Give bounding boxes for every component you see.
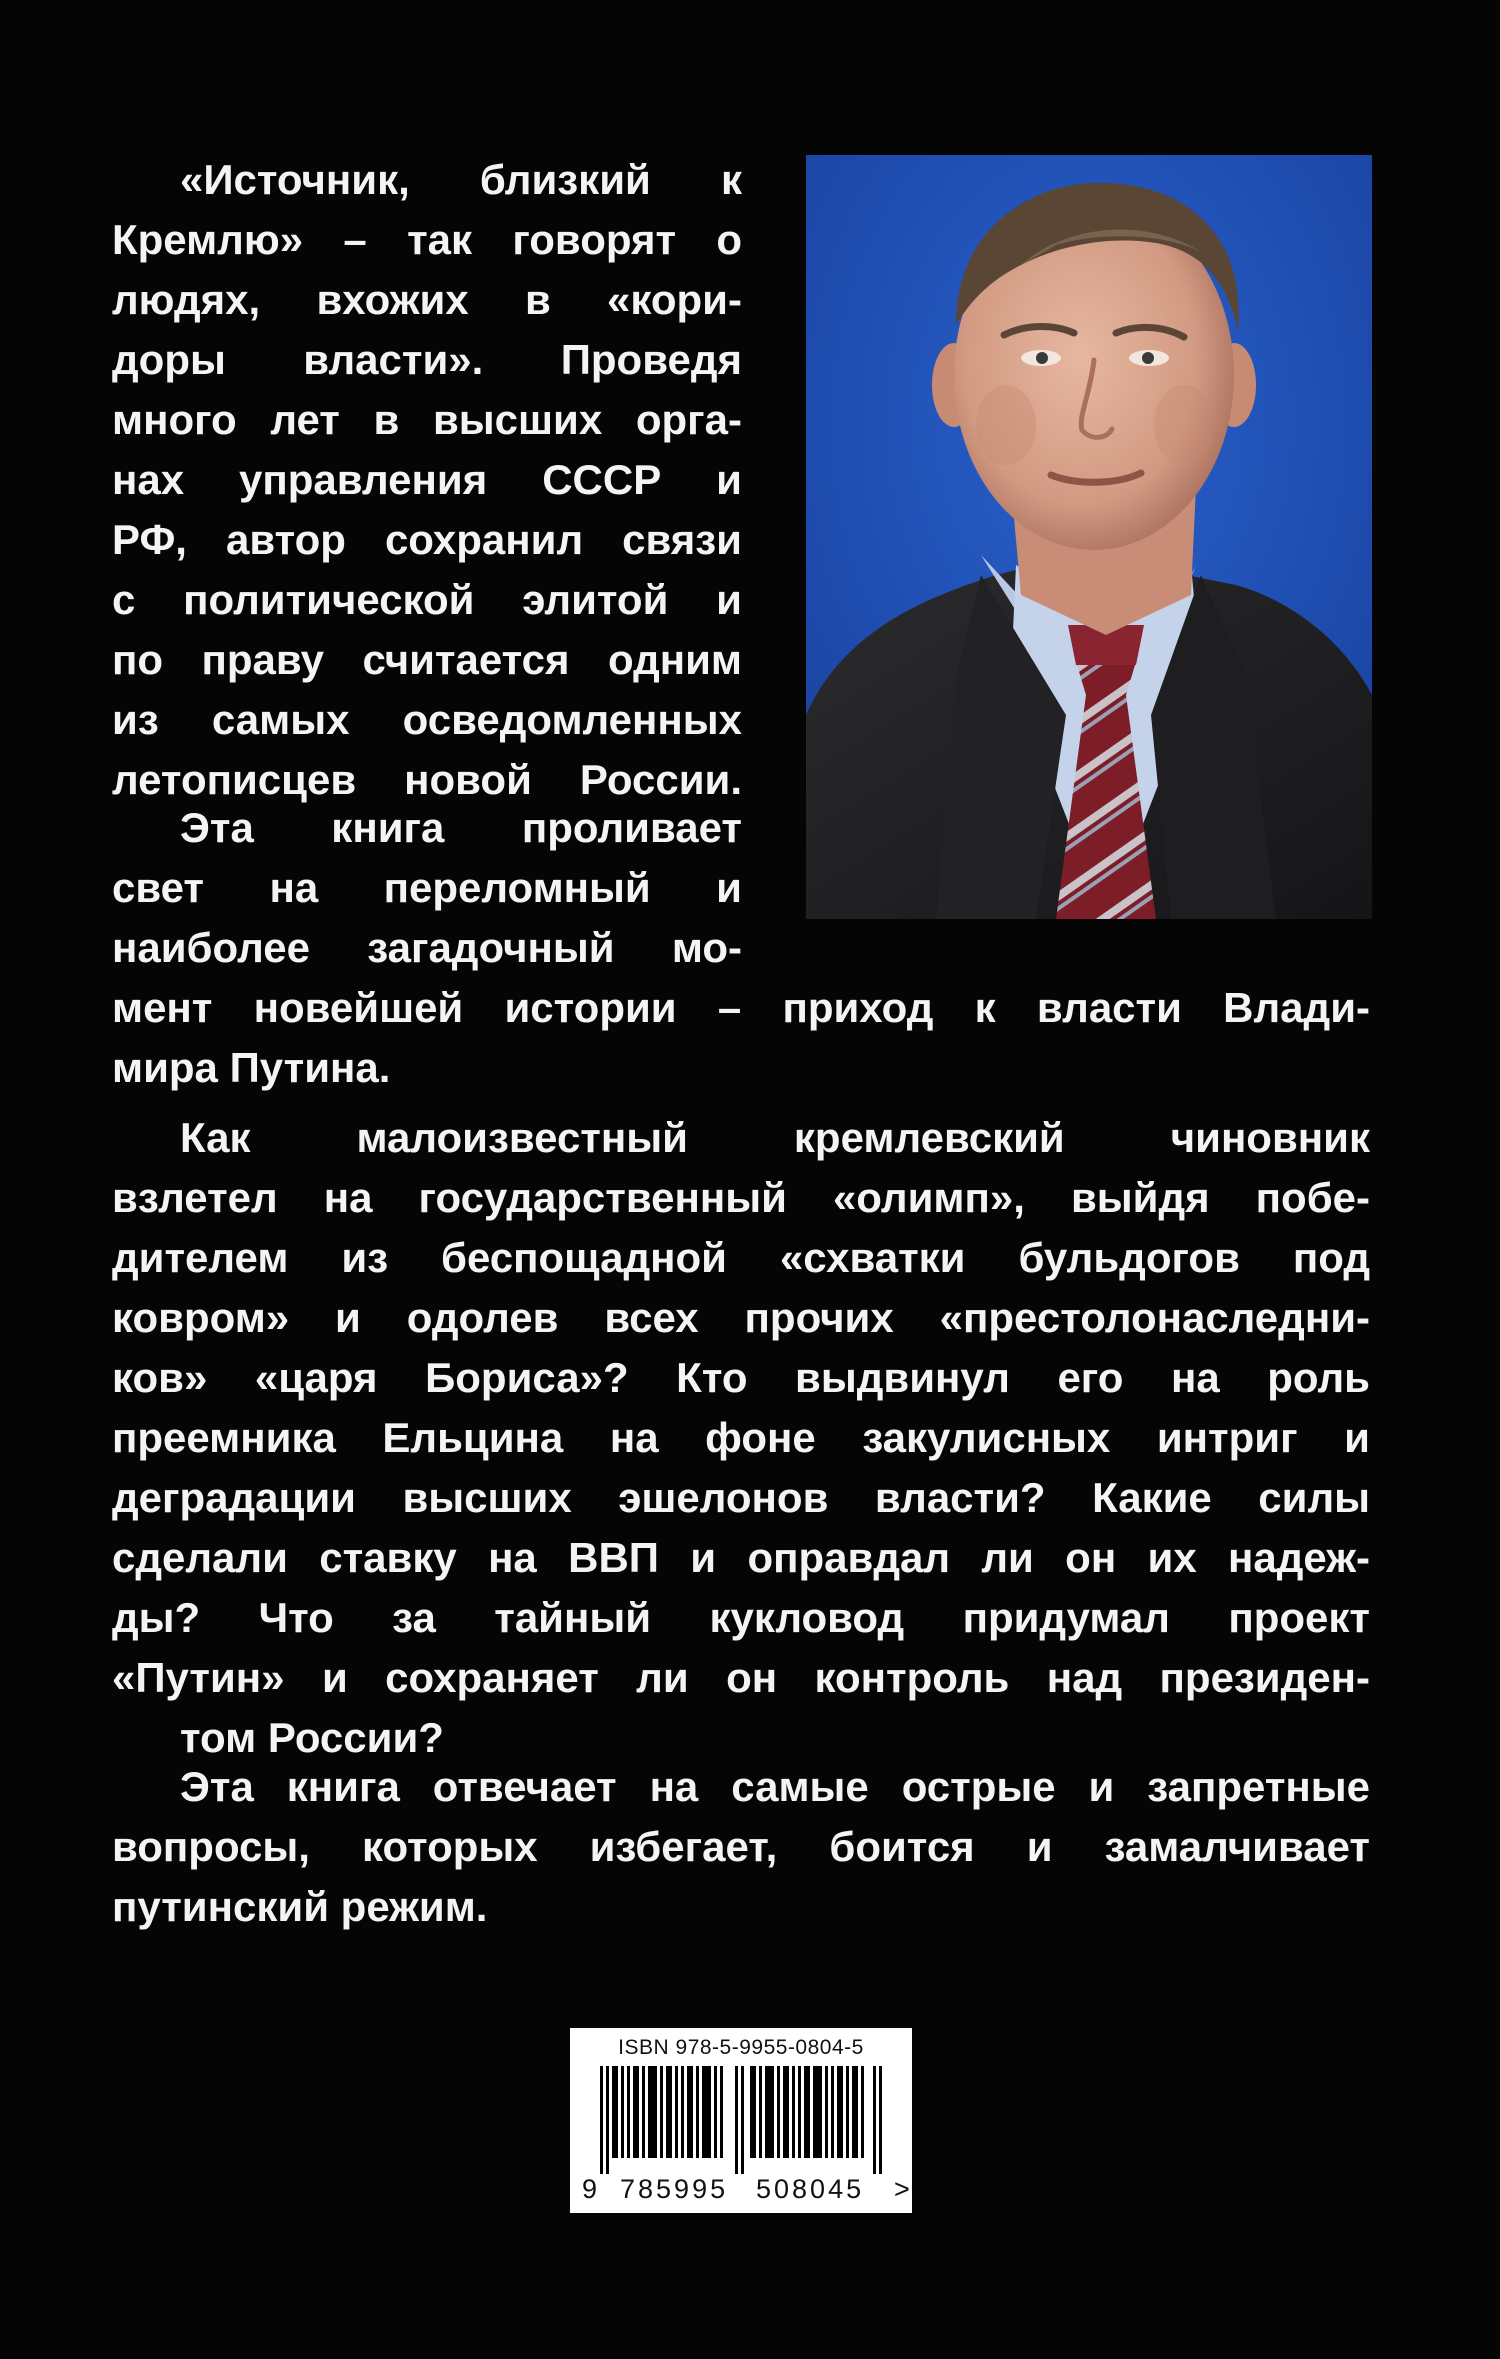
barcode-end-mark: > xyxy=(894,2174,913,2204)
author-photo xyxy=(806,155,1372,919)
blurb-line: по праву считается одним xyxy=(112,636,742,683)
blurb-line: мент новейшей истории – приход к власти Влади- xyxy=(112,984,1370,1031)
isbn-barcode xyxy=(570,2028,912,2213)
blurb-line: нах управления СССР и xyxy=(112,456,742,503)
blurb-line: из самых осведомленных xyxy=(112,696,742,743)
blurb-line: Кремлю» – так говорят о xyxy=(112,216,742,263)
blurb-line: Как малоизвестный кремлевский чиновник xyxy=(180,1114,1370,1161)
blurb-line: РФ, автор сохранил связи xyxy=(112,516,742,563)
blurb-line: доры власти». Проведя xyxy=(112,336,742,383)
blurb-line: деградации высших эшелонов власти? Какие силы xyxy=(112,1474,1370,1521)
blurb-line: ды? Что за тайный кукловод придумал проект xyxy=(112,1594,1370,1641)
blurb-line: дителем из беспощадной «схватки бульдогов под xyxy=(112,1234,1370,1281)
blurb-line: ков» «царя Бориса»? Кто выдвинул его на роль xyxy=(112,1354,1370,1401)
isbn-label: ISBN 978-5-9955-0804-5 xyxy=(618,2036,864,2059)
blurb-line: свет на переломный и xyxy=(112,864,742,911)
blurb-line: мира Путина. xyxy=(112,1044,391,1091)
blurb-line: наиболее загадочный мо- xyxy=(112,924,742,971)
blurb-line: летописцев новой России. xyxy=(112,756,742,803)
barcode-bars-icon xyxy=(582,2066,900,2174)
blurb-line: сделали ставку на ВВП и оправдал ли он их надеж- xyxy=(112,1534,1370,1581)
barcode-digits-left: 785995 xyxy=(620,2174,729,2204)
barcode-digits-right: 508045 xyxy=(756,2174,865,2204)
barcode-digit-first: 9 xyxy=(582,2174,601,2204)
blurb-paragraph-book-intro xyxy=(112,798,742,978)
blurb-paragraph-author xyxy=(112,150,742,810)
blurb-line: «Источник, близкий к xyxy=(180,156,742,203)
blurb-line: много лет в высших орга- xyxy=(112,396,742,443)
author-portrait-icon xyxy=(806,155,1372,919)
blurb-line: Эта книга проливает xyxy=(180,804,742,851)
blurb-paragraph-questions xyxy=(112,1108,1370,1768)
blurb-line: преемника Ельцина на фоне закулисных интриг и xyxy=(112,1414,1370,1461)
blurb-line: путинский режим. xyxy=(112,1883,488,1930)
blurb-line: ковром» и одолев всех прочих «престолонаследни- xyxy=(112,1294,1370,1341)
blurb-paragraph-closing xyxy=(112,1757,1370,1937)
blurb-line: с политической элитой и xyxy=(112,576,742,623)
blurb-line: взлетел на государственный «олимп», выйдя побе- xyxy=(112,1174,1370,1221)
blurb-line: людях, вхожих в «кори- xyxy=(112,276,742,323)
blurb-line: том России? xyxy=(180,1714,444,1761)
blurb-line: Эта книга отвечает на самые острые и запретные xyxy=(180,1763,1370,1810)
blurb-line: «Путин» и сохраняет ли он контроль над президен- xyxy=(112,1654,1370,1701)
blurb-line: вопросы, которых избегает, боится и замалчивает xyxy=(112,1823,1370,1870)
blurb-paragraph-book-intro-continued xyxy=(112,978,1370,1098)
